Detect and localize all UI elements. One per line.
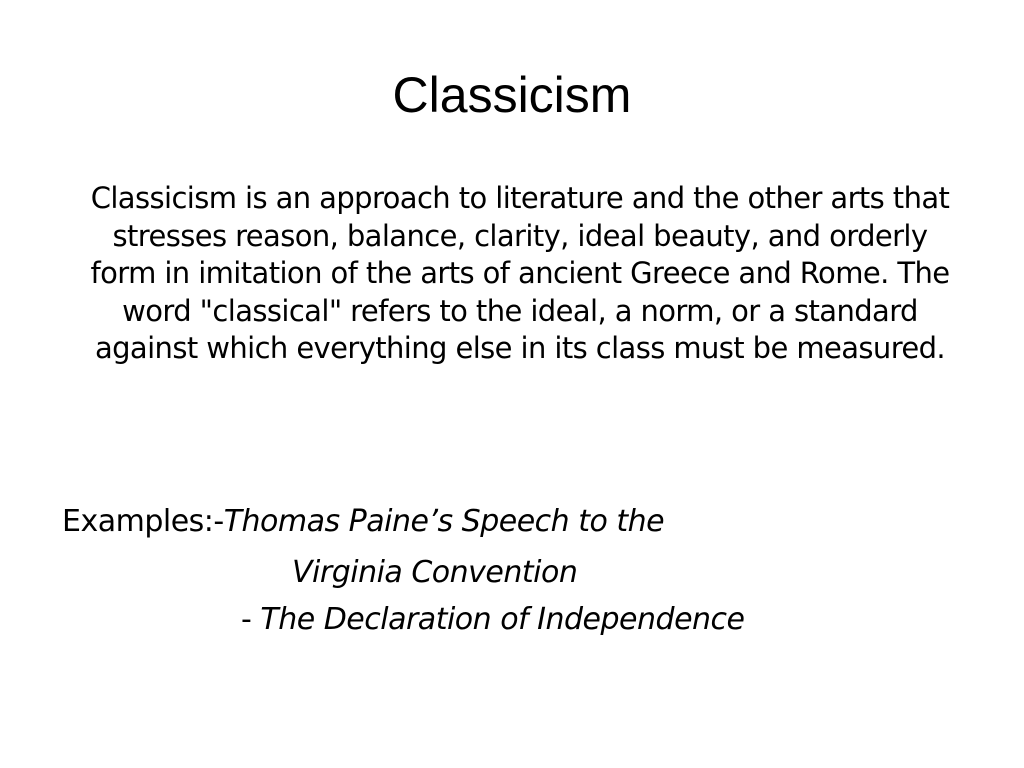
examples-line-2 — [292, 553, 577, 593]
examples-line-3 — [241, 600, 745, 640]
example-1-title-part-1: Thomas Paine’s Speech to the — [223, 504, 665, 539]
examples-label: Examples:- — [62, 504, 224, 539]
examples-line-1 — [62, 502, 664, 542]
example-2-title: The Declaration of Independence — [260, 602, 745, 637]
slide-title: Classicism — [392, 67, 632, 123]
definition-paragraph: Classicism is an approach to literature and the other arts that stresses reason, balance, clarity, ideal beauty, and orderly form in imitation of the arts of ancient Greece and Rome. The word "classical" refers to the ideal, a norm, or a standard against which everything else in its class must be measured. — [90, 181, 950, 365]
example-2-dash: - — [241, 602, 261, 637]
example-1-title-part-2: Virginia Convention — [292, 555, 578, 590]
